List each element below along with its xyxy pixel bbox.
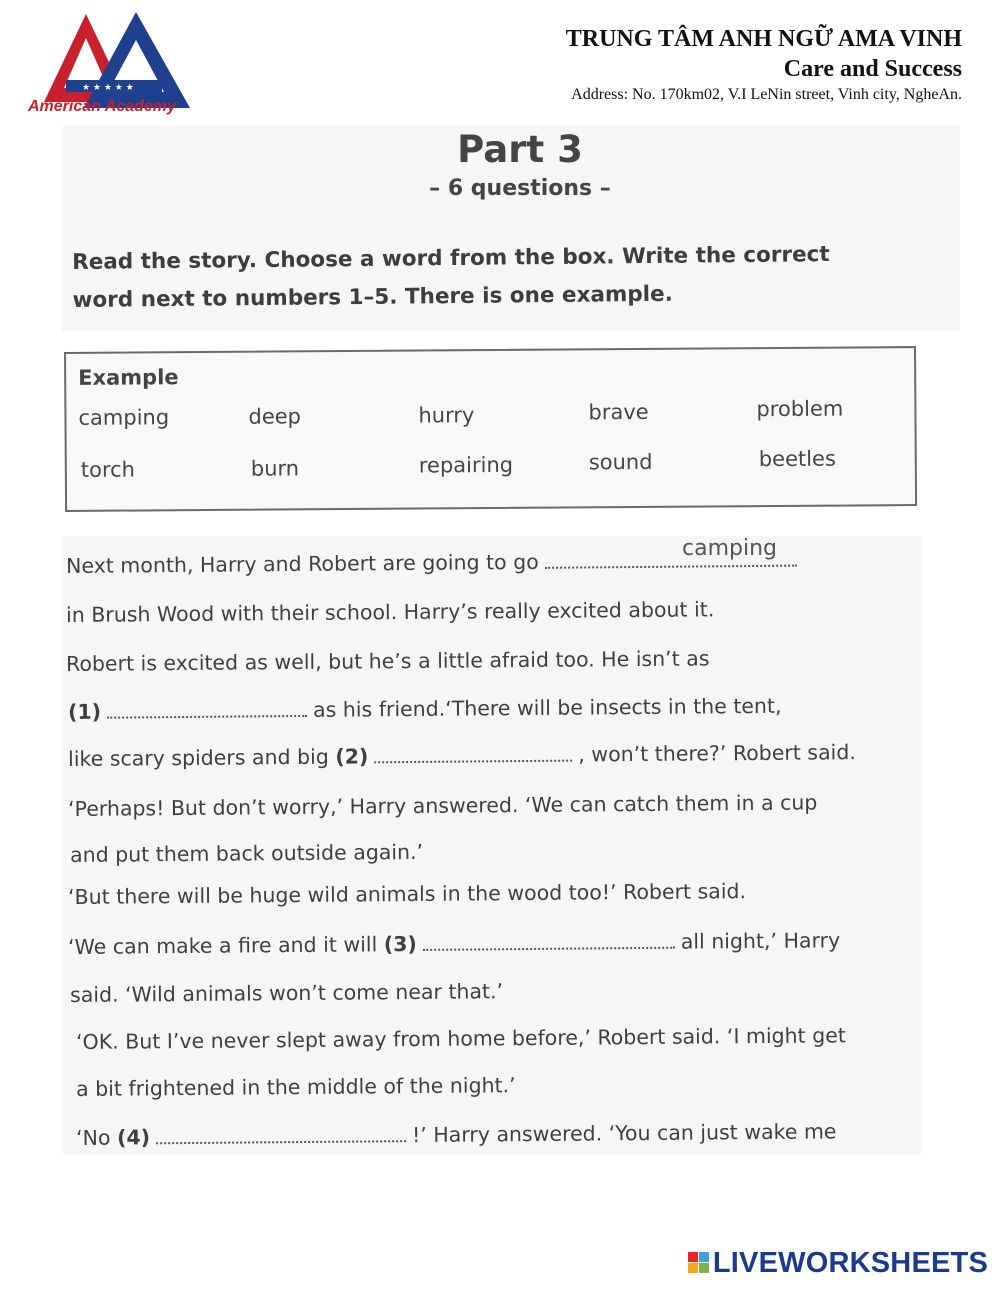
word-box-heading: Example <box>78 365 179 390</box>
answer-blank-3[interactable] <box>423 939 675 951</box>
story-text: ‘No <box>76 1125 111 1150</box>
word-item: brave <box>588 399 649 425</box>
question-number-3: (3) <box>383 931 417 957</box>
word-item: burn <box>250 456 300 481</box>
word-item: deep <box>248 404 302 429</box>
answer-blank-1[interactable] <box>107 707 307 719</box>
liveworksheets-icon <box>688 1252 710 1274</box>
word-item: camping <box>78 405 170 430</box>
word-item: sound <box>588 449 653 475</box>
word-item: torch <box>80 457 136 482</box>
question-number-4: (4) <box>116 1125 151 1150</box>
story-line-8: ‘But there will be huge wild animals in the wood too!’ Robert said. <box>68 879 747 909</box>
svg-text:★ ★ ★ ★ ★: ★ ★ ★ ★ ★ <box>82 83 134 93</box>
story-line-2: in Brush Wood with their school. Harry’s really excited about it. <box>66 597 715 627</box>
logo-text: American Academy <box>28 98 176 115</box>
word-item: hurry <box>418 403 475 428</box>
slogan: Care and Success <box>783 56 962 82</box>
word-item: beetles <box>758 446 836 472</box>
instruction-line-2: word next to numbers 1–5. There is one example. <box>72 281 673 313</box>
word-item: repairing <box>418 452 514 478</box>
address: Address: No. 170km02, V.I LeNin street, Vinh city, NgheAn. <box>571 86 962 103</box>
word-item: problem <box>756 396 844 422</box>
question-number-1: (1) <box>68 699 102 724</box>
answer-blank-4[interactable] <box>156 1132 406 1144</box>
part-title: Part 3 <box>457 128 583 171</box>
story-text: Next month, Harry and Robert are going to go <box>66 549 539 578</box>
story-line-6: ‘Perhaps! But don’t worry,’ Harry answered. ‘We can catch them in a cup <box>68 790 818 821</box>
question-number-2: (2) <box>335 744 369 769</box>
answer-blank-2[interactable] <box>374 752 572 764</box>
instructions <box>72 235 933 320</box>
story-line-7: and put them back outside again.’ <box>70 839 424 867</box>
story-line-12: a bit frightened in the middle of the night.’ <box>76 1073 516 1101</box>
story-text: , won’t there?’ Robert said. <box>578 740 856 767</box>
story-text: like scary spiders and big <box>68 744 329 771</box>
brand-name: LIVEWORKSHEETS <box>712 1247 988 1279</box>
center-name: TRUNG TÂM ANH NGỮ AMA VINH <box>565 26 962 52</box>
example-answer: camping <box>682 536 777 561</box>
story-line-3: Robert is excited as well, but he’s a little afraid too. He isn’t as <box>66 646 710 676</box>
story-text: all night,’ Harry <box>680 928 841 954</box>
story-text: !’ Harry answered. ‘You can just wake me <box>411 1119 837 1148</box>
part-subtitle: – 6 questions – <box>429 176 611 201</box>
story-text: as his friend.‘There will be insects in the tent, <box>313 693 782 722</box>
example-answer-blank <box>545 557 797 569</box>
story-text: ‘We can make a fire and it will <box>68 932 378 959</box>
story-line-10: said. ‘Wild animals won’t come near that.’ <box>70 979 504 1007</box>
word-box <box>64 346 917 512</box>
liveworksheets-brand <box>688 1247 988 1280</box>
story-line-11: ‘OK. But I’ve never slept away from home before,’ Robert said. ‘I might get <box>76 1023 846 1054</box>
instruction-line-1: Read the story. Choose a word from the box. Write the correct <box>72 242 830 275</box>
